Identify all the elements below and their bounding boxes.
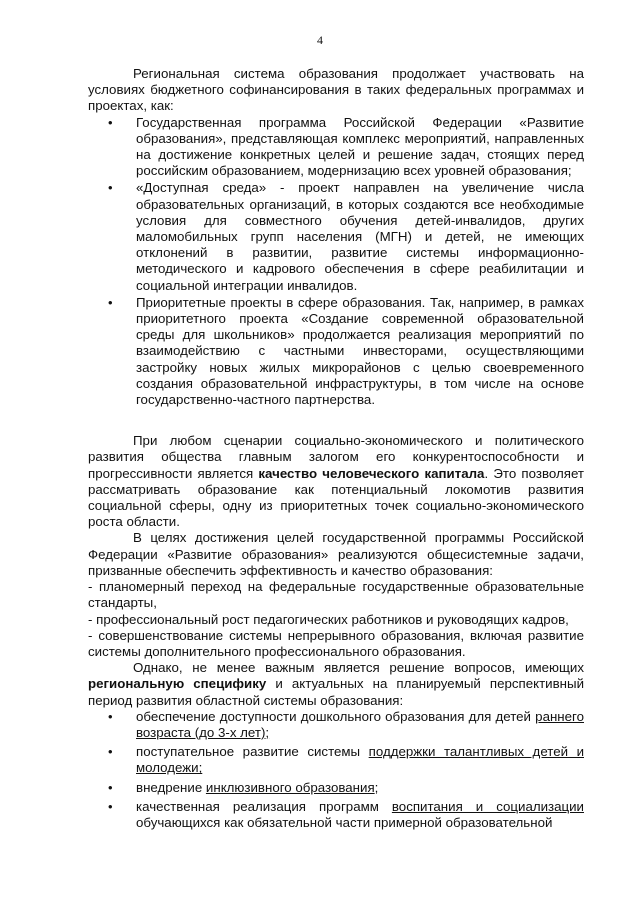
underlined-text: раннего возраста (до 3-х лет); <box>136 708 584 740</box>
section-spacer <box>88 409 584 433</box>
list-item-text: поступательное развитие системы <box>136 744 369 760</box>
bullet-icon: • <box>108 180 113 196</box>
task-line: - планомерный переход на федеральные государственные образовательные стандарты, <box>88 579 584 611</box>
list-item <box>88 115 584 180</box>
underlined-text: воспитания и социализации <box>391 798 584 814</box>
list-item <box>88 180 584 293</box>
regional-specifics-paragraph <box>88 660 584 709</box>
task-line: - профессиональный рост педагогических работников и руководящих кадров, <box>88 611 569 627</box>
page-content <box>88 66 584 834</box>
list-item <box>88 780 584 796</box>
list-item-text: Приоритетные проекты в сфере образования. Так, например, в рамках приоритетного проекта «Создание современной образовательной среды для школьников» продолжается реализация мероприятий по взаимодействию с частными инвесторами, осуществляющими застройку новых жилых микрорайонов с целью своевременного создания образовательной инфраструктуры, в том числе на основе государственно-частного партнерства. <box>136 294 584 408</box>
paragraph-text: Однако, не менее важным является решение вопросов, имеющих <box>133 660 584 676</box>
underlined-text: инклюзивного образования <box>205 779 375 795</box>
paragraph-text: . Это позволяет рассматривать образование как потенциальный локомотив развития социальной сферы, одну из приоритетных точек социально-экономического роста области. <box>88 465 584 530</box>
bullet-icon: • <box>108 744 113 760</box>
list-item-text: ; <box>374 779 379 795</box>
emphasis-text: региональную специфику <box>88 676 267 692</box>
list-item-text: внедрение <box>136 779 206 795</box>
list-item <box>88 744 584 776</box>
paragraph-text: и актуальных на планируемый перспективный период развития областной системы образования: <box>88 676 584 708</box>
list-item-text: Государственная программа Российской Федерации «Развитие образования», представляющая комплекс мероприятий, направленных на достижение конкретных целей и решение задач, стоящих перед российским образованием, модернизацию всех уровней образования; <box>136 114 584 179</box>
goals-paragraph: В целях достижения целей государственной программы Российской Федерации «Развитие образования» реализуются общесистемные задачи, призванные обеспечить эффективность и качество образования: <box>88 530 584 578</box>
page-number: 4 <box>317 33 323 47</box>
list-item <box>88 799 584 831</box>
intro-paragraph: Региональная система образования продолжает участвовать на условиях бюджетного софинансирования в таких федеральных программах и проектах, как: <box>88 66 584 114</box>
federal-programs-list <box>88 115 584 409</box>
list-item-text: обеспечение доступности дошкольного образования для детей <box>136 708 536 724</box>
underlined-text: поддержки талантливых детей и молодежи; <box>136 744 584 776</box>
bullet-icon: • <box>108 114 113 130</box>
list-item-text: обучающихся как обязательной части примерной образовательной <box>136 814 553 830</box>
bullet-icon: • <box>108 779 113 795</box>
human-capital-paragraph <box>88 433 584 530</box>
regional-priorities-list <box>88 709 584 831</box>
list-item-text: качественная реализация программ <box>136 798 392 814</box>
emphasis-text: качество человеческого капитала <box>258 465 485 481</box>
paragraph-text: При любом сценарии социально-экономического и политического развития общества главным залогом его конкурентоспособности и прогрессивности является <box>88 433 584 481</box>
list-item <box>88 295 584 408</box>
task-line: - совершенствование системы непрерывного образования, включая развитие системы дополнительного профессионального образования. <box>88 627 584 659</box>
bullet-icon: • <box>108 708 113 724</box>
list-item <box>88 709 584 741</box>
bullet-icon: • <box>108 294 113 310</box>
bullet-icon: • <box>108 798 113 814</box>
list-item-text: «Доступная среда» - проект направлен на увеличение числа образовательных организаций, в которых создаются все необходимые условия для совместного обучения детей-инвалидов, других маломобильных групп населения (МГН) и детей, не имеющих отклонений в развитии, развитие системы информационно-методического и кадрового обеспечения в сфере реабилитации и социальной интеграции инвалидов. <box>136 180 584 293</box>
